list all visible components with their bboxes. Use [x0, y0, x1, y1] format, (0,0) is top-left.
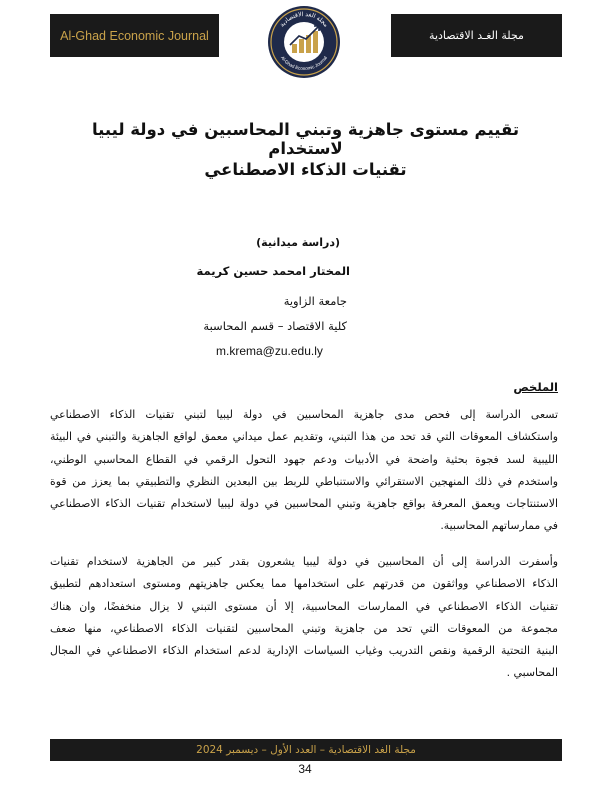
abstract-line: واستكشاف المعوقات التي قد تحد من هذا التبني، وتقديم عمل ميداني معمق لواقع الجاهزية والتبني في البيئة — [50, 430, 558, 444]
study-type: (دراسة ميدانية) — [256, 236, 340, 249]
logo-arabic-text: مجلة الغد الاقتصادية — [278, 10, 330, 29]
abstract-paragraph-2 — [50, 551, 558, 685]
author-university: جامعة الزاوية — [283, 294, 347, 308]
abstract-line: مجموعة من المعوقات التي تحد من جاهزية وتبني المحاسبين لتقنيات الذكاء الاصطناعي، منها ضعف — [50, 621, 558, 635]
abstract-line: واستخدم في ذلك المنهجين الاستقرائي والاستنباطي للربط بين البعدين النظري والتطبيقي بما يعزز من قوة — [50, 474, 558, 488]
page-number: 34 — [298, 762, 312, 776]
paper-title-line-1: تقييم مستوى جاهزية وتبني المحاسبين في دولة ليبيا لاستخدام — [91, 120, 520, 158]
abstract-heading: الملخص — [513, 380, 558, 394]
journal-logo — [266, 4, 342, 80]
abstract-line: الذكاء الاصطناعي وواثقون من قدرتهم على استخدامها مما يعكس جاهزيتهم ومستوى استعدادهم لتطبيق — [50, 577, 558, 591]
abstract-paragraph-1 — [50, 404, 558, 538]
journal-name-ar: مجلة الغـد الاقتصادية — [391, 14, 562, 57]
abstract-line: الليبية لسد فجوة بحثية واضحة في الأدبيات ودعم جهود التحول الرقمي في القطاع المحاسبي الوطني، — [50, 452, 558, 466]
abstract-line: وأسفرت الدراسة إلى أن المحاسبين في دولة ليبيا يشعرون بقدر كبير من الجاهزية لاستخدام تقنيات — [50, 555, 558, 568]
abstract-line: تقنيات الذكاء الاصطناعي في الممارسات المحاسبية، إلا أن مستوى التبني لا يزال منخفضًا، وان هناك — [50, 599, 558, 613]
footer-issue-bar: مجلة الغد الاقتصادية – العدد الأول – ديسمبر 2024 — [50, 739, 562, 761]
abstract-line: الاستنتاجات ويعمق المعرفة بواقع جاهزية وتبني المحاسبين في دولة ليبيا لاستخدام تقنيات الذكاء الاصطناعي — [50, 497, 558, 511]
paper-title-line-2: تقنيات الذكاء الاصطناعي — [204, 160, 407, 179]
author-email[interactable]: m.krema@zu.edu.ly — [216, 344, 323, 358]
abstract-line: البنية التحتية الرقمية ونقص التدريب وغياب السياسات الإدارية لدعم استخدام الذكاء الاصطناعي في المجال — [50, 644, 558, 658]
journal-name-en: Al-Ghad Economic Journal — [50, 14, 219, 57]
abstract-line: تسعى الدراسة إلى فحص مدى جاهزية المحاسبين في دولة ليبيا لتبني تقنيات الذكاء الاصطناعي — [50, 408, 558, 421]
author-college: كلية الاقتصاد – قسم المحاسبة — [203, 319, 347, 333]
abstract-line: في ممارساتهم المحاسبية. — [440, 519, 558, 533]
abstract-line: المحاسبي . — [506, 666, 558, 680]
logo-english-text: Al-Ghad Economic Journal — [279, 55, 329, 72]
author-name: المختار امحمد حسين كريمة — [196, 264, 350, 278]
